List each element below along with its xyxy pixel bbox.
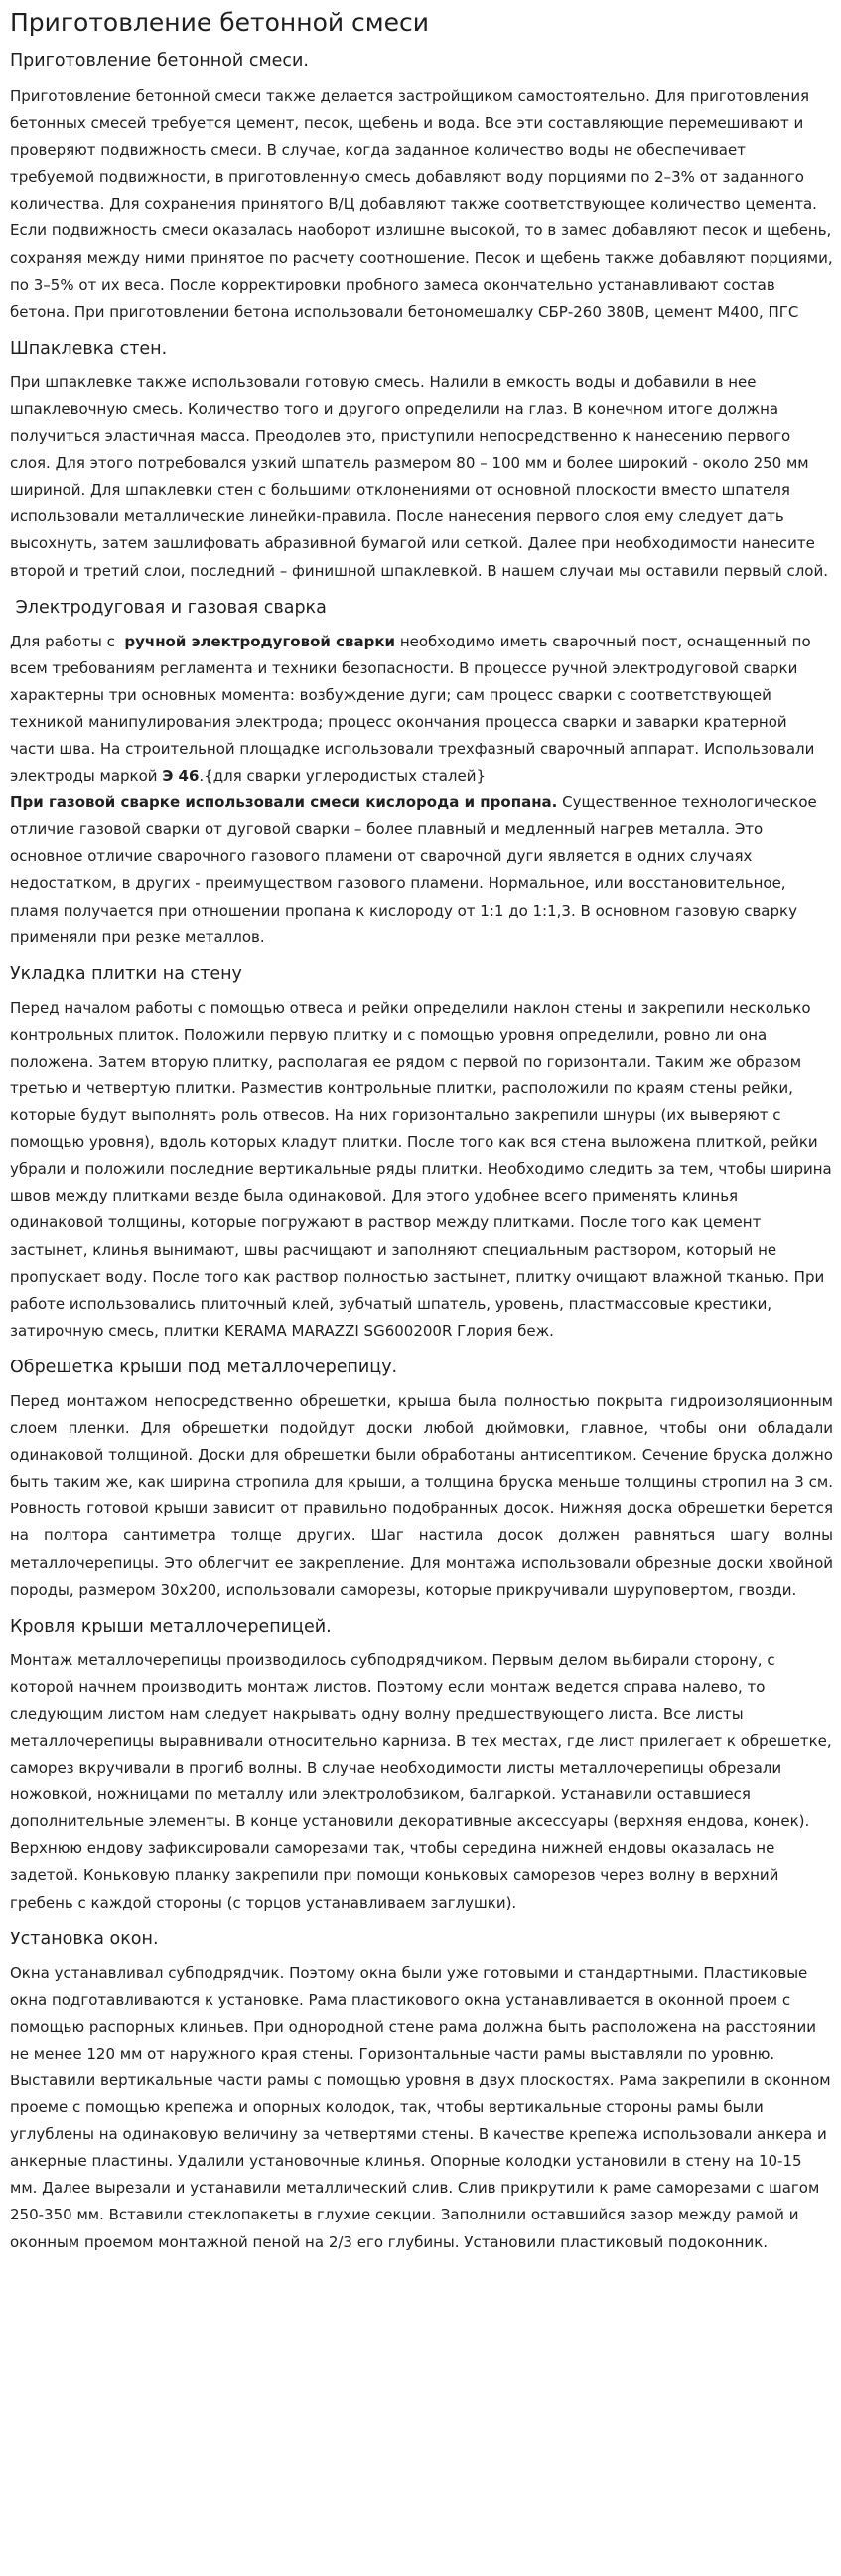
welding-text-part: необходимо иметь сварочный пост, оснащенный по всем требованиям регламента и техники безопасности. В процессе ручной электродуговой сварки характерны три основных момента: возбуждение дуги; сам процесс сварки с соответствующей техникой манипулирования электрода; процесс окончания процесса сварки и заварки кратерной части шва. На строительной площадке использовали трехфазный сварочный аппарат. Использовали электроды маркой [10,632,815,786]
section-paragraph-windows: Окна устанавливал субподрядчик. Поэтому окна были уже готовыми и стандартными. Пластиковые окна подготавливаются к установке. Рама пластикового окна устанавливается в оконной проем с помощью распорных клиньев. При однородной стене рама должна быть расположена на расстоянии не менее 120 мм от наружного края стены. Горизонтальные части рамы выставляли по уровню. Выставили вертикальные части рамы с помощью уровня в двух плоскостях. Рама закрепили в оконном проеме с помощью крепежа и опорных колодок, так, чтобы вертикальные стороны рамы были углублены на одинаковую величину за четвертями стены. В качестве крепежа использовали анкера и анкерные пластины. Удалили установочные клинья. Опорные колодки установили в стену на 10-15 мм. Далее вырезали и устанавили металлический слив. Слив прикрутили к раме саморезами с шагом 250-350 мм. Вставили стеклопакеты в глухие секции. Заполнили оставшийся зазор между рамой и оконным проемом монтажной пеной на 2/3 его глубины. Установили пластиковый подоконник. [10,1963,831,2251]
section-paragraph-roofing: Монтаж металлочерепицы производилось субподрядчиком. Первым делом выбирали сторону, с которой начнем производить монтаж листов. Поэтому если монтаж ведется справа налево, то следующим листом нам следует накрывать одну волну предшествующего листа. Все листы металлочерепицы выравнивали относительно карниза. В тех местах, где лист прилегает к обрешетке, саморез вкручивали в прогиб волны. В случае необходимости листы металлочерепицы обрезали ножовкой, ножницами по металлу или электролобзиком, балгаркой. Устанавили оставшиеся дополнительные элементы. В конце установили декоративные аксессуары (верхняя ендова, конек). Верхнюю ендову зафиксировали саморезами так, чтобы середина нижней ендовы оказалась не задетой. Коньковую планку закрепили при помощи коньковых саморезов через волну в верхний гребень с каждой стороны (с торцов устанавливаем заглушки). [10,1650,832,1912]
welding-bold-gas: При газовой сварке использовали смеси кислорода и пропана. [10,793,558,812]
section-heading-roofing: Кровля крыши металлочерепицей. [10,1616,332,1637]
section-heading-roof-lathing: Обрешетка крыши под металлочерепицу. [10,1357,398,1377]
welding-text-part: Существенное технологическое отличие газовой сварки от дуговой сварки – более плавный и медленный нагрев металла. Это основное отличие сварочного газового пламени от сварочной дуги является в одних случаях недостатком, в других - преимуществом газового пламени. Нормальное, или восстановительное, пламя получается при отношении пропана к кислороду от 1:1 до 1:1,3. В основном газовую сварку применяли при резке металлов. [10,793,817,946]
section-paragraph-putty: При шпаклевке также использовали готовую смесь. Налили в емкость воды и добавили в нее шпаклевочную смесь. Количество того и другого определили на глаз. В конечном итоге должна получиться эластичная масса. Преодолев это, приступили непосредственно к нанесению первого слоя. Для этого потребовался узкий шпатель размером 80 – 100 мм и более широкий - около 250 мм шириной. Для шпаклевки стен с большими отклонениями от основной плоскости вместо шпателя использовали металлические линейки-правила. После нанесения первого слоя ему следует дать высохнуть, затем зашлифовать абразивной бумагой или сеткой. Далее при необходимости нанесите второй и третий слои, последний – финишной шпаклевкой. В нашем случаи мы оставили первый слой. [10,372,828,580]
section-paragraph-welding-arc [8,629,833,790]
section-heading-windows: Установка окон. [10,1929,159,1949]
section-paragraph-welding-gas [8,789,833,951]
section-paragraph-concrete: Приготовление бетонной смеси также делается застройщиком самостоятельно. Для приготовления бетонных смесей требуется цемент, песок, щебень и вода. Все эти составляющие перемешивают и проверяют подвижность смеси. В случае, когда заданное количество воды не обеспечивает требуемой подвижности, в приготовленную смесь добавляют воду порциями по 2–3% от заданного количества. Для сохранения принятого В/Ц добавляют также соответствующее количество цемента. Если подвижность смеси оказалась наоборот излишне высокой, то в замес добавляют песок и щебень, сохраняя между ними принятое по расчету соотношение. Песок и щебень также добавляют порциями, по 3–5% от их веса. После корректировки пробного замеса окончательно устанавливают состав бетона. При приготовлении бетона использовали бетономешалку СБР-260 380В, цемент М400, ПГС [10,87,833,321]
section-paragraph-roof-lathing: Перед монтажом непосредственно обрешетки, крыша была полностью покрыта гидроизоляционным слоем пленки. Для обрешетки подойдут доски любой дюймовки, главное, чтобы они обладали одинаковой толщиной. Доски для обрешетки были обработаны антисептиком. Сечение бруска должно быть таким же, как ширина стропила для крыши, а толщина бруска меньше толщины стропил на 3 см. Ровность готовой крыши зависит от правильно подобранных досок. Нижняя доска обрешетки берется на полтора сантиметра толще других. Шаг настила досок должен равняться шагу волны металлочерепицы. Это облегчит ее закрепление. Для монтажа использовали обрезные доски хвойной породы, размером 30х200, использовали саморезы, которые прикручивали шуруповертом, гвозди. [10,1391,833,1599]
section-heading-concrete: Приготовление бетонной смеси. [10,51,309,71]
welding-bold-electrode: Э 46 [162,767,200,786]
section-heading-putty: Шпаклевка стен. [10,338,168,358]
welding-text-part: Для работы с [10,632,125,650]
section-paragraph-tiles: Перед началом работы с помощью отвеса и рейки определили наклон стены и закрепили несколько контрольных плиток. Положили первую плитку и с помощью уровня определили, ровно ли она положена. Затем вторую плитку, располагая ее рядом с первой по горизонтали. Таким же образом третью и четвертую плитки. Разместив контрольные плитки, расположили по краям стены рейки, которые будут выполнять роль отвесов. На них горизонтально закрепили шнуры (их выверяют с помощью уровня), вдоль которых кладут плитки. После того как вся стена выложена плиткой, рейки убрали и положили последние вертикальные ряды плитки. Необходимо следить за тем, чтобы ширина швов между плитками везде была одинаковой. Для этого удобнее всего применять клинья одинаковой толщины, которые погружают в раствор между плитками. После того как цемент застынет, клинья вынимают, швы расчищают и заполняют специальным раствором, который не пропускает воду. После того как раствор полностью застынет, плитку очищают влажной тканью. При работе использовались плиточный клей, зубчатый шпатель, уровень, пластмассовые крестики, затирочную смесь, плитки KERAMA MARAZZI SG600200R Глория беж. [10,998,832,1340]
page-title: Приготовление бетонной смеси [10,8,430,37]
welding-bold-arc: ручной электродуговой сварки [124,632,396,650]
document-page [0,6,841,2256]
section-heading-welding: Электродуговая и газовая сварка [10,597,327,618]
welding-text-part: .{для сварки углеродистых сталей} [199,767,487,786]
section-heading-tiles: Укладка плитки на стену [10,963,242,984]
